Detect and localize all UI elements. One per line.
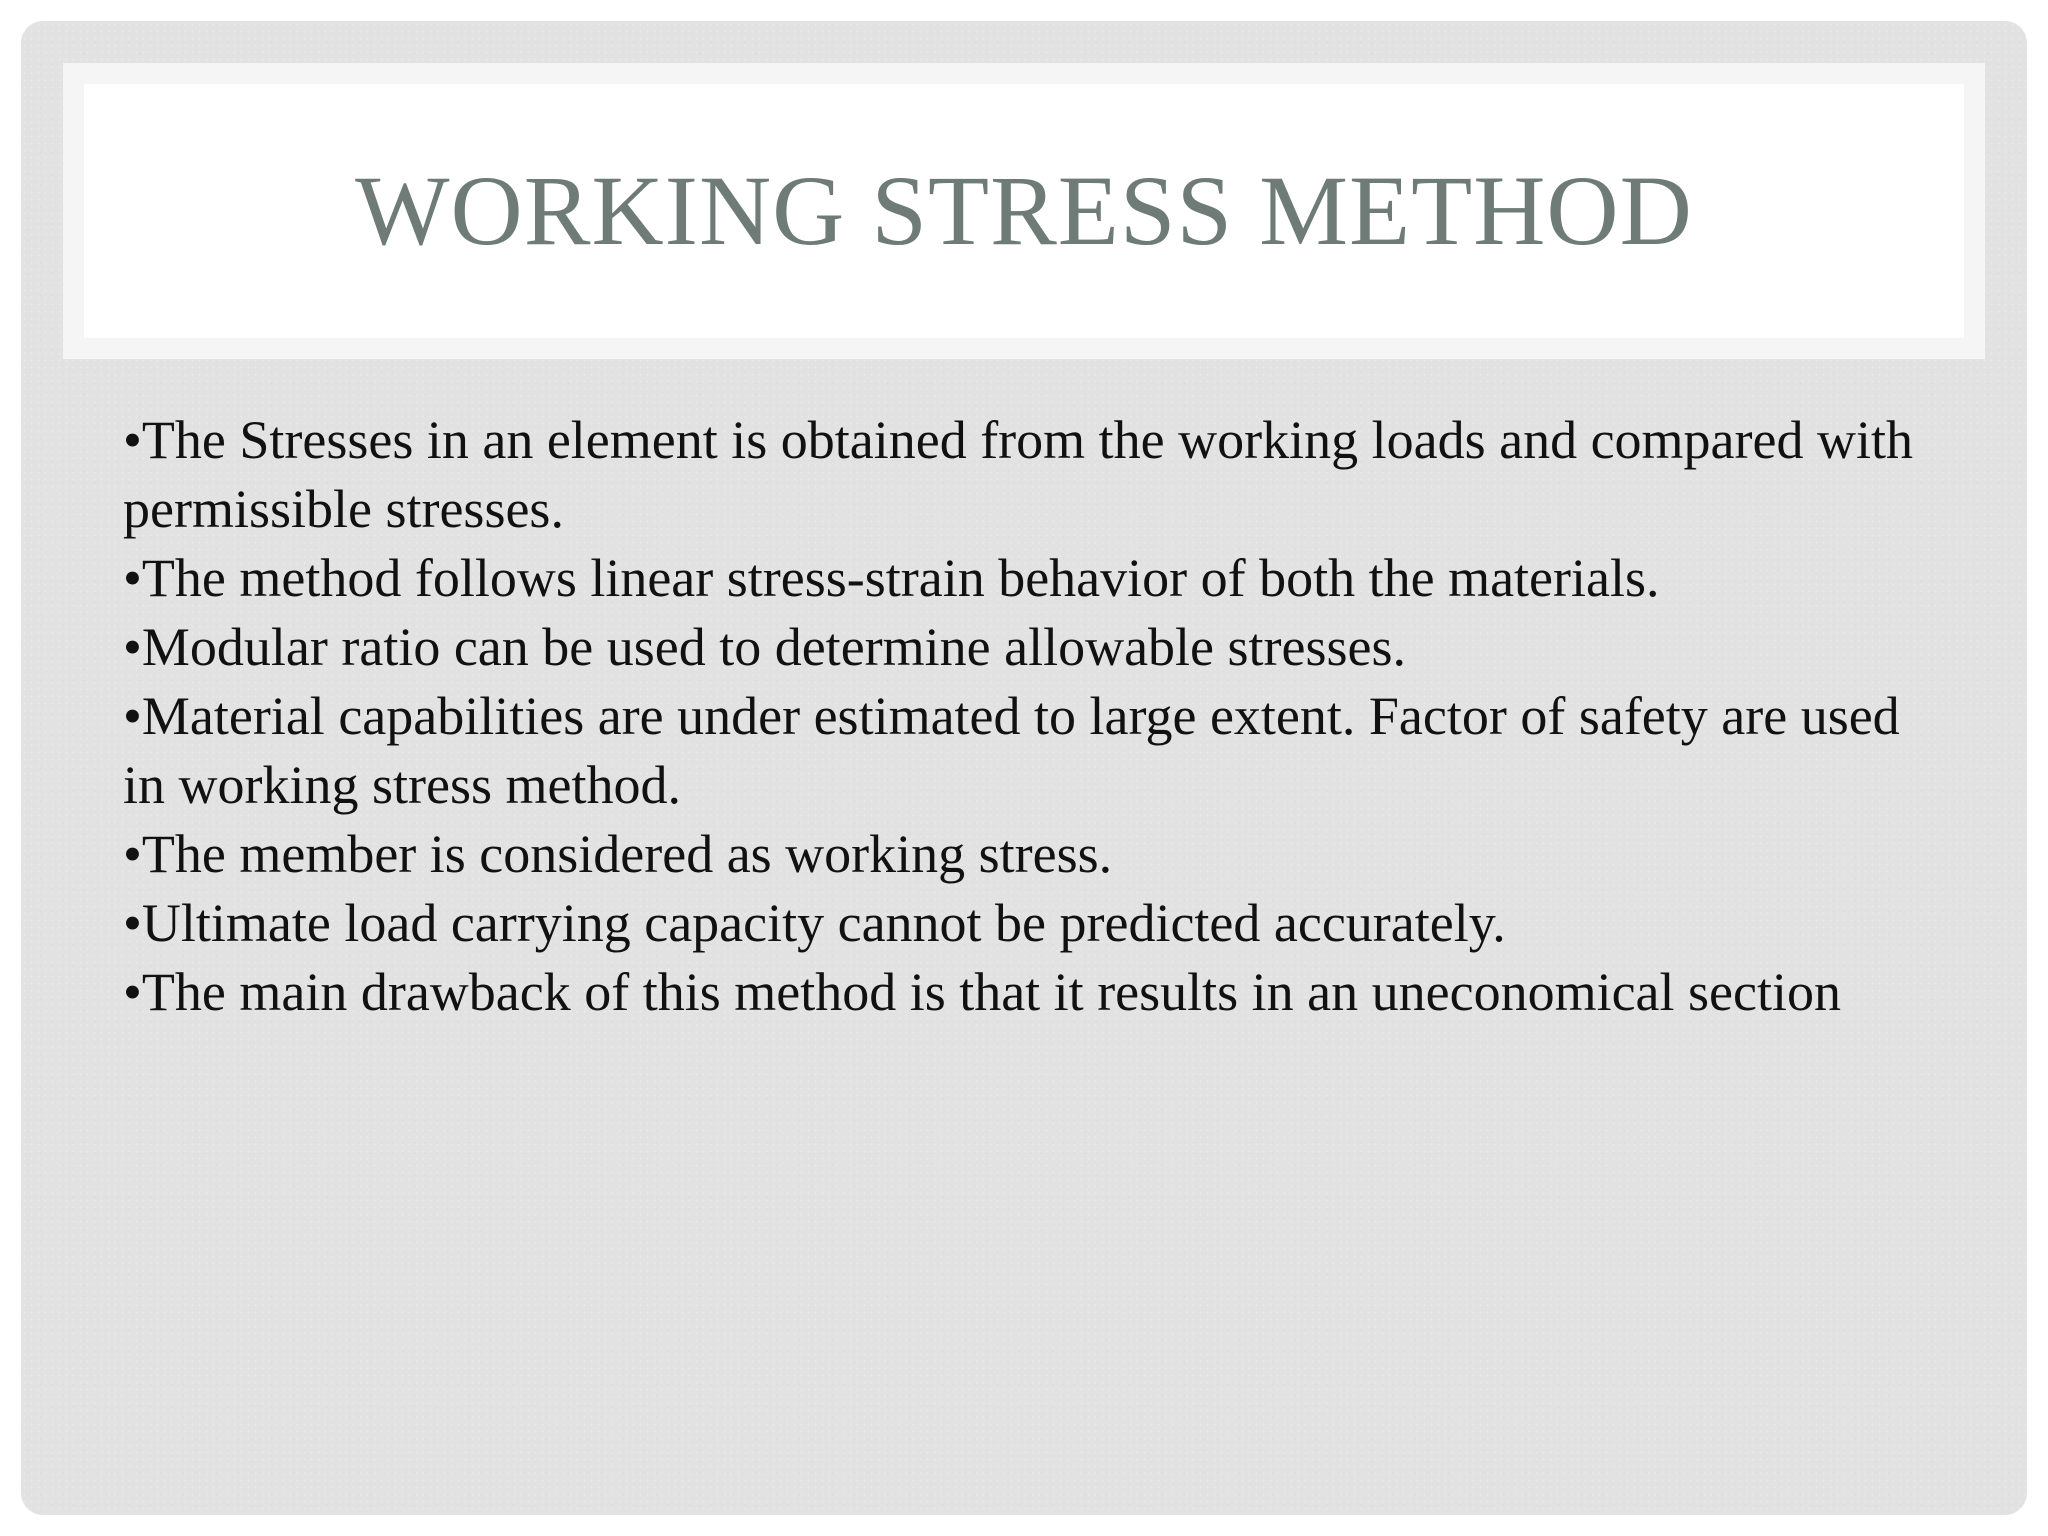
bullet-item: •Material capabilities are under estimated to large extent. Factor of safety are used in working stress method. (123, 686, 1900, 815)
bullet-item: •The member is considered as working stress. (123, 824, 1113, 884)
slide (21, 21, 2027, 1515)
bullet-item: •The main drawback of this method is that it results in an uneconomical section (123, 962, 1841, 1022)
bullet-item: •Modular ratio can be used to determine allowable stresses. (123, 617, 1407, 677)
title-box (84, 84, 1964, 338)
bullet-item: •Ultimate load carrying capacity cannot be predicted accurately. (123, 893, 1506, 953)
bullet-item: •The Stresses in an element is obtained from the working loads and compared with permissible stresses. (123, 410, 1913, 539)
bullet-item: •The method follows linear stress-strain behavior of both the materials. (123, 548, 1660, 608)
bullet-list (123, 406, 1943, 1027)
slide-title: WORKING STRESS METHOD (355, 155, 1693, 266)
title-frame (63, 63, 1985, 359)
